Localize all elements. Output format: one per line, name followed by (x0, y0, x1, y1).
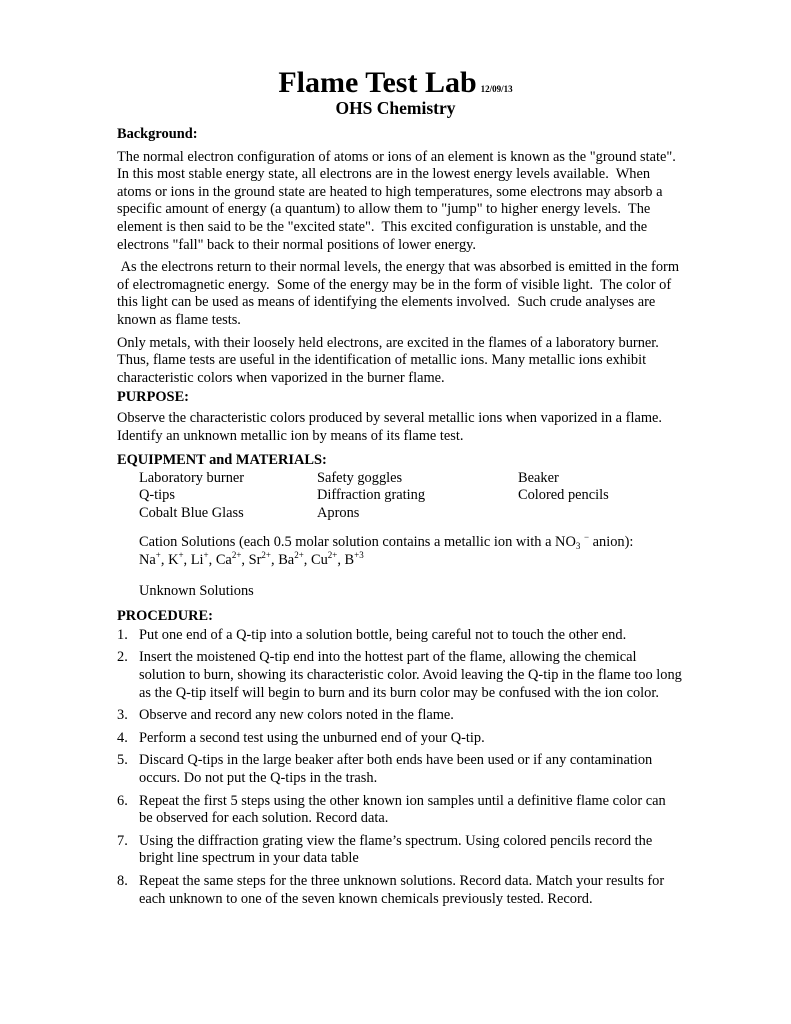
document-body (117, 126, 682, 913)
procedure-step (117, 873, 682, 908)
cation-intro-line (139, 534, 682, 552)
step-number: 4. (117, 729, 128, 746)
unknown-solutions: Unknown Solutions (139, 582, 254, 599)
ion-symbol: K (168, 552, 179, 569)
step-number: 8. (117, 872, 128, 889)
ion-symbol: B (344, 552, 355, 569)
equipment-item: Diffraction grating (317, 487, 426, 504)
background-paragraph: Only metals, with their loosely held electrons, are excited in the flames of a laboratory burner. Thus, flame tests are useful in the identification of metallic ions. Many metallic ions exhibit characteristic colors when vaporized in the burner flame. (117, 334, 659, 386)
step-text: Using the diffraction grating view the flame’s spectrum. Using colored pencils record the bright line spectrum in your data table (139, 832, 653, 867)
ion-charge: 2+ (261, 550, 271, 561)
ion-symbol: Sr (248, 552, 262, 569)
ion-list: Na+, K+, Li+, $Ca^{2+}$, $Sr^{2+}$, $Ba^{2+}$, $Cu^{2+}$, $B^{+3}$ (139, 550, 364, 569)
date-stamp: 12/09/13 (480, 84, 513, 94)
procedure-step (117, 707, 682, 725)
ion-charge: 2+ (327, 550, 338, 561)
step-number: 5. (117, 752, 128, 769)
step-number: 2. (117, 649, 128, 666)
step-text: Insert the moistened Q-tip end into the hottest part of the flame, allowing the chemical solution to burn, showing its characteristic color. Avoid leaving the Q-tip in the flame too long as the Q-tip itself will begin to burn and its burn color may be confused with the ion color. (139, 649, 682, 701)
ion-charge: + (155, 550, 161, 561)
procedure-step (117, 627, 682, 645)
step-text: Repeat the first 5 steps using the other known ion samples until a definitive flame color can be observed for each solution. Record data. (139, 792, 666, 827)
background-heading: Background: (117, 126, 198, 142)
step-text: Repeat the same steps for the three unknown solutions. Record data. Match your results for each unknown to one of the seven known chemicals previously tested. Record. (139, 872, 665, 907)
step-text: Perform a second test using the unburned end of your Q-tip. (139, 729, 485, 746)
equipment-item: Beaker (518, 469, 559, 486)
equipment-list (139, 470, 682, 523)
step-number: 1. (117, 626, 128, 643)
purpose-text: Observe the characteristic colors produced by several metallic ions when vaporized in a flame. Identify an unknown metallic ion by means of its flame test. (117, 409, 663, 444)
page-title: Flame Test Lab (278, 66, 477, 99)
ion-charge: 2+ (294, 550, 304, 561)
page-subtitle: OHS Chemistry (335, 98, 456, 118)
ion-symbol: Cu (310, 552, 328, 569)
title-row (0, 66, 791, 100)
step-text: Discard Q-tips in the large beaker after both ends have been used or if any contamination occurs. Do not put the Q-tips in the trash. (139, 752, 653, 786)
background-paragraph: As the electrons return to their normal levels, the energy that was absorbed is emitted in the form of electromagnetic energy. Some of the energy may be in the form of visible light. The color of this light can be used as means of identifying the elements involved. Such crude analyses are known as flame tests. (117, 259, 683, 328)
equipment-item: Q-tips (139, 487, 175, 504)
cation-intro: Cation Solutions (each 0.5 molar solution contains a metallic ion with a NO (139, 534, 576, 551)
background-paragraph: The normal electron configuration of atoms or ions of an element is known as the "ground state". In this most stable energy state, all electrons are in the lowest energy levels available. When atoms or ions in the ground state are heated to high temperatures, some electrons may absorb a specific amount of energy (a quantum) to allow them to "jump" to higher energy levels. The element is then said to be the "excited state". This excited configuration is unstable, and the electrons "fall" back to their normal positions of lower energy. (117, 148, 684, 253)
step-number: 6. (117, 792, 128, 809)
equipment-item: Aprons (317, 504, 360, 521)
ion-symbol: Na (139, 552, 156, 569)
procedure-step (117, 730, 682, 748)
nitrate-charge: − (583, 532, 590, 543)
ion-charge: 2+ (231, 550, 242, 561)
equipment-item: Cobalt Blue Glass (139, 504, 244, 521)
step-text: Observe and record any new colors noted in the flame. (139, 707, 454, 724)
equipment-item: Laboratory burner (139, 469, 245, 486)
nitrate-subscript: 3 (575, 541, 581, 552)
step-text: Put one end of a Q-tip into a solution bottle, being careful not to touch the other end. (139, 626, 627, 643)
procedure-step (117, 833, 682, 868)
ion-symbol: Ba (278, 552, 295, 569)
purpose-heading: PURPOSE: (117, 389, 189, 406)
procedure-step (117, 649, 682, 702)
procedure-heading: PROCEDURE: (117, 608, 213, 625)
cation-tail: anion): (589, 534, 634, 551)
step-number: 3. (117, 707, 128, 724)
ion-charge: +3 (354, 550, 364, 561)
equipment-item: Colored pencils (518, 487, 609, 504)
ion-charge: + (203, 550, 209, 561)
procedure-step (117, 793, 682, 828)
ion-symbol: Ca (215, 552, 232, 569)
ion-symbol: Li (190, 552, 204, 569)
procedure-step (117, 752, 682, 787)
step-number: 7. (117, 832, 128, 849)
cation-solutions (139, 534, 682, 569)
procedure-list (117, 627, 682, 908)
equipment-heading: EQUIPMENT and MATERIALS: (117, 452, 327, 469)
equipment-item: Safety goggles (317, 469, 403, 486)
ion-charge: + (178, 550, 184, 561)
